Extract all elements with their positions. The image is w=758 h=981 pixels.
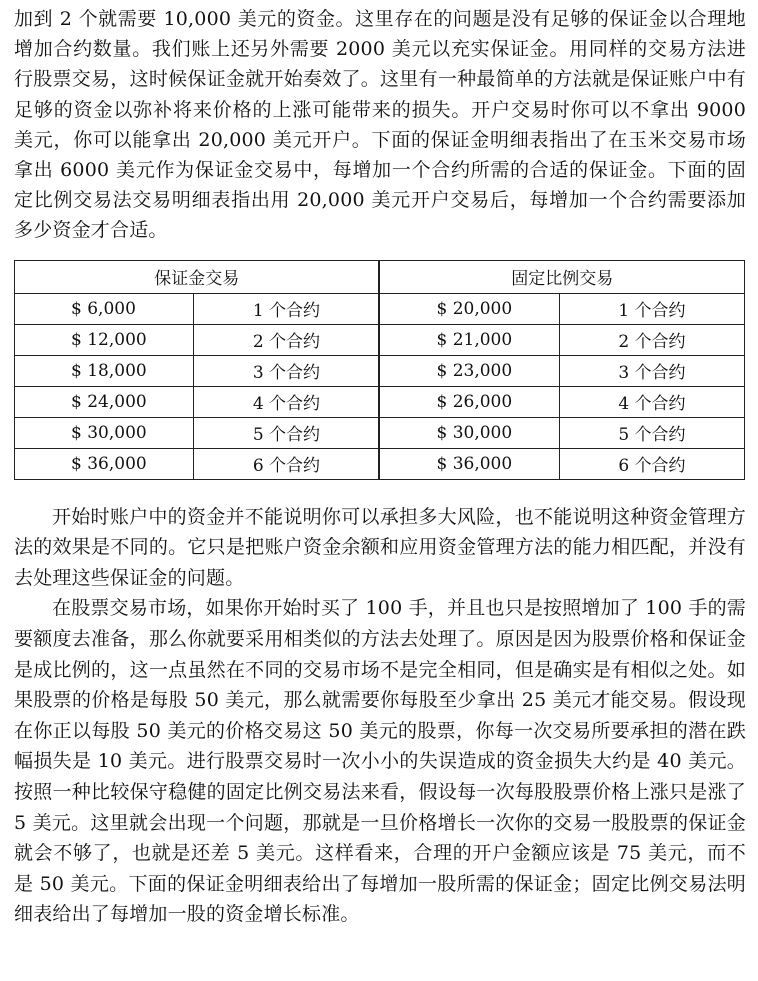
margin-contracts-cell: 6 个合约 — [194, 448, 380, 479]
comparison-table — [14, 260, 745, 480]
body-text-block — [14, 502, 746, 930]
fixed-amount-cell: $ 21,000 — [379, 324, 559, 355]
fixed-contracts-cell: 1 个合约 — [559, 293, 744, 324]
fixed-amount-cell: $ 26,000 — [379, 386, 559, 417]
table-header-row — [15, 260, 745, 293]
table-row — [15, 386, 745, 417]
fixed-amount-cell: $ 20,000 — [379, 293, 559, 324]
fixed-amount-cell: $ 23,000 — [379, 355, 559, 386]
fixed-amount-cell: $ 36,000 — [379, 448, 559, 479]
intro-paragraph: 加到 2 个就需要 10,000 美元的资金。这里存在的问题是没有足够的保证金以合理地增加合约数量。我们账上还另外需要 2000 美元以充实保证金。用同样的交易方法进行股票交易，这时候保证金就开始奏效了。这里有一种最简单的方法就是保证账户中有足够的资金以弥补将来价格的上涨可能带来的损失。开户交易时你可以不拿出 9000 美元，你可以能拿出 20,000 美元开户。下面的保证金明细表指出了在玉米交易市场拿出 6000 美元作为保证金交易中，每增加一个合约所需的合适的保证金。下面的固定比例交易法交易明细表指出用 20,000 美元开户交易后，每增加一个合约需要添加多少资金才合适。 — [14, 8, 746, 242]
margin-amount-cell: $ 36,000 — [15, 448, 194, 479]
margin-contracts-cell: 3 个合约 — [194, 355, 380, 386]
margin-amount-cell: $ 12,000 — [15, 324, 194, 355]
fixed-contracts-cell: 5 个合约 — [559, 417, 744, 448]
table-row — [15, 417, 745, 448]
table-row — [15, 324, 745, 355]
margin-amount-cell: $ 24,000 — [15, 386, 194, 417]
fixed-amount-cell: $ 30,000 — [379, 417, 559, 448]
table-row — [15, 293, 745, 324]
fixed-contracts-cell: 2 个合约 — [559, 324, 744, 355]
margin-amount-cell: $ 30,000 — [15, 417, 194, 448]
header-margin-trading: 保证金交易 — [15, 260, 380, 293]
table-row — [15, 448, 745, 479]
margin-contracts-cell: 1 个合约 — [194, 293, 380, 324]
paragraph-risk-note: 开始时账户中的资金并不能说明你可以承担多大风险，也不能说明这种资金管理方法的效果是不同的。它只是把账户资金余额和应用资金管理方法的能力相匹配，并没有去处理这些保证金的问题。 — [14, 505, 746, 589]
fixed-contracts-cell: 3 个合约 — [559, 355, 744, 386]
margin-contracts-cell: 2 个合约 — [194, 324, 380, 355]
fixed-contracts-cell: 4 个合约 — [559, 386, 744, 417]
paragraph-stock-example: 在股票交易市场，如果你开始时买了 100 手，并且也只是按照增加了 100 手的需要额度去准备，那么你就要采用相类似的方法去处理了。原因是因为股票价格和保证金是成比例的，这一点虽然在不同的交易市场不是完全相同，但是确实是有相似之处。如果股票的价格是每股 50 美元，那么就需要你每股至少拿出 25 美元才能交易。假设现在你正以每股 50 美元的价格交易这 50 美元的股票，你每一次交易所要承担的潜在跌幅损失是 10 美元。进行股票交易时一次小小的失误造成的资金损失大约是 40 美元。按照一种比较保守稳健的固定比例交易法来看，假设每一次每股股票价格上涨只是涨了 5 美元。这里就会出现一个问题，那就是一旦价格增长一次你的交易一股股票的保证金就会不够了，也就是还差 5 美元。这样看来，合理的开户金额应该是 75 美元，而不是 50 美元。下面的保证金明细表给出了每增加一股所需的保证金；固定比例交易法明细表给出了每增加一股的资金增长标准。 — [14, 597, 746, 926]
margin-contracts-cell: 5 个合约 — [194, 417, 380, 448]
fixed-contracts-cell: 6 个合约 — [559, 448, 744, 479]
table-row — [15, 355, 745, 386]
header-fixed-ratio-trading: 固定比例交易 — [379, 260, 744, 293]
margin-contracts-cell: 4 个合约 — [194, 386, 380, 417]
margin-amount-cell: $ 18,000 — [15, 355, 194, 386]
table-body — [15, 293, 745, 479]
margin-amount-cell: $ 6,000 — [15, 293, 194, 324]
